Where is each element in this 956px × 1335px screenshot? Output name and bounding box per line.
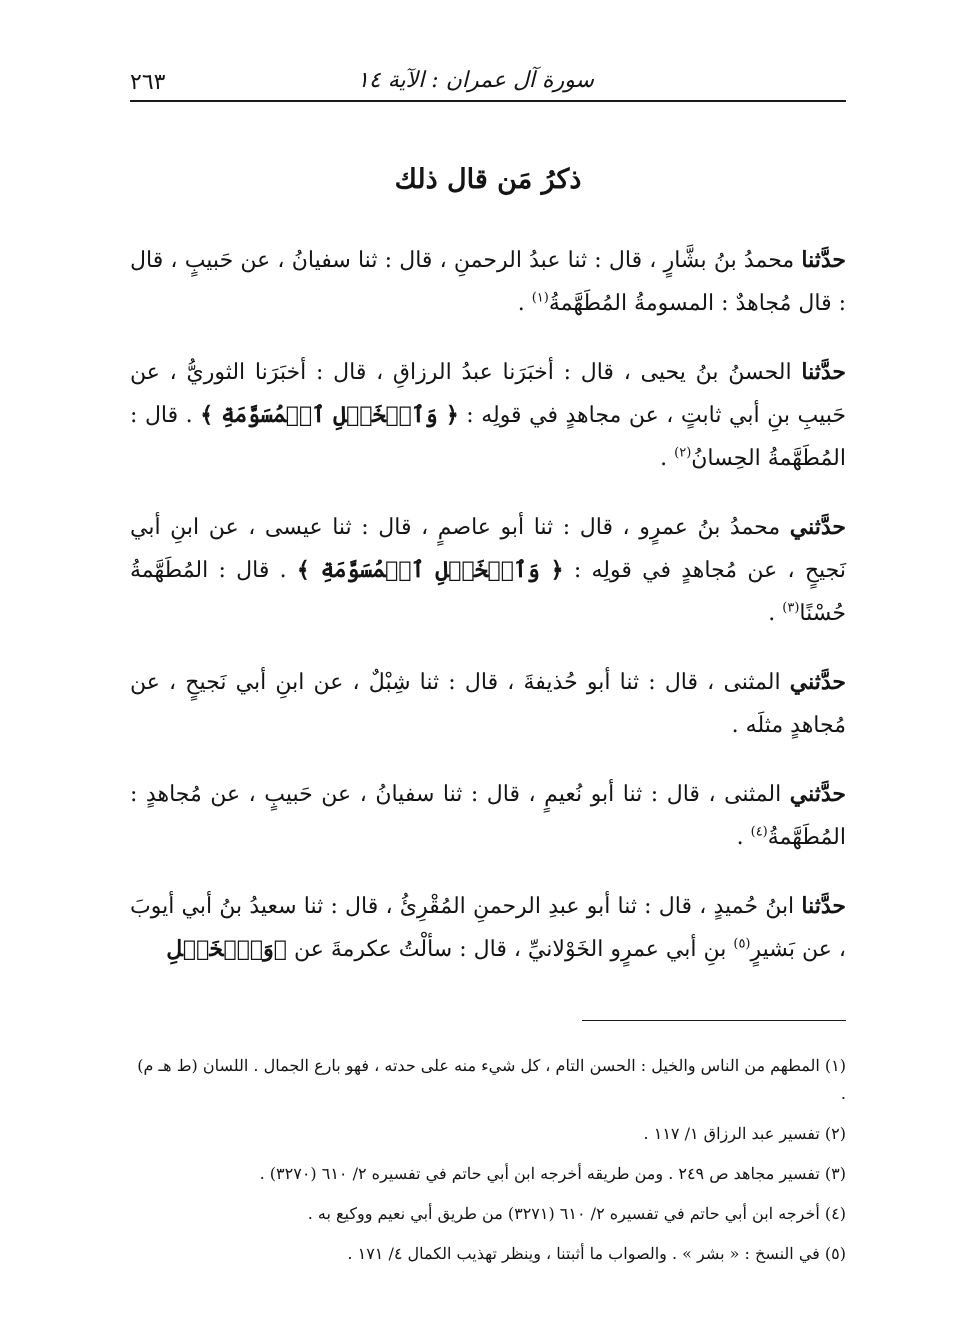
footnote-ref: (١) — [531, 290, 549, 306]
footnote-ref: (٣) — [782, 600, 800, 616]
narration-lead: حدَّثنا — [801, 359, 846, 385]
narration-lead: حدَّثنا — [801, 893, 846, 919]
narration-text: المثنى ، قال : ثنا أبو نُعيمٍ ، قال : ثنا سفيانُ ، عن حَبيبٍ ، عن مُجاهدٍ : المُطَهَّمةُ — [130, 782, 846, 850]
footnote: (١) المطهم من الناس والخيل : الحسن التام ، كل شيء منه على حدته ، فهو بارع الجمال . اللسان (ط هـ م) . — [137, 1056, 846, 1103]
quran-quote: ﴿ وَٱلۡخَيۡلِ ٱلۡمُسَوَّمَةِ ﴾ — [296, 557, 564, 583]
narration-paragraph — [130, 506, 846, 635]
narration-text: محمدُ بنُ بشَّارٍ ، قال : ثنا عبدُ الرحمنِ ، قال : ثنا سفيانُ ، عن حَبيبٍ ، قال : قال مُجاهدٌ : المسومةُ المُطَهَّمةُ — [130, 248, 846, 316]
narration-paragraph — [130, 885, 846, 971]
narration-paragraph — [130, 773, 846, 859]
footnote-ref: (٥) — [733, 936, 751, 952]
narration-end: . — [736, 825, 751, 850]
narration-text: . قال : المُطَهَّمةُ الحِسانُ — [130, 403, 846, 471]
page — [130, 60, 846, 997]
running-title: سورة آل عمران : الآية ١٤ — [357, 68, 594, 93]
quran-quote: ﴿ وَٱلۡخَيۡلِ ٱلۡمُسَوَّمَةِ ﴾ — [200, 402, 459, 428]
running-head — [130, 60, 846, 102]
narration-lead: حدَّثني — [789, 781, 846, 807]
footnote: (٥) في النسخ : « بشر » . والصواب ما أثبتنا ، وينظر تهذيب الكمال ٤/ ١٧١ . — [347, 1244, 846, 1263]
narration-lead: حدَّثني — [789, 514, 846, 540]
narration-text: المثنى ، قال : ثنا أبو حُذيفةَ ، قال : ثنا شِبْلٌ ، عن ابنِ أبي نَجيحٍ ، عن مُجاهدٍ مثلَه . — [130, 670, 846, 738]
narration-end: . — [517, 291, 532, 316]
narration-text: محمدُ بنُ عمرٍو ، قال : ثنا أبو عاصمٍ ، قال : ثنا عيسى ، عن ابنِ أبي نَجيحٍ ، عن مُجاهدٍ في قولِه : — [130, 515, 846, 583]
narration-end: . — [660, 446, 675, 471]
narration-text: ابنُ حُميدٍ ، قال : ثنا أبو عبدِ الرحمنِ المُقْرِئُ ، قال : ثنا سعيدُ بنُ أبي أيوبَ ، عن بَشيرٍ — [130, 894, 846, 962]
narration-paragraph — [130, 351, 846, 480]
page-number: ٢٦٣ — [130, 70, 166, 95]
narration-paragraph — [130, 239, 846, 325]
narration-lead: حدَّثني — [789, 669, 846, 695]
footnote-divider — [582, 1020, 846, 1021]
section-heading: ذكرُ مَن قال ذلك — [394, 164, 582, 195]
footnote: (٤) أخرجه ابن أبي حاتم في تفسيره ٢/ ٦١٠ (٣٢٧١) من طريق أبي نعيم ووكيع به . — [307, 1204, 846, 1223]
narration-text: الحسنُ بنُ يحيى ، قال : أخبَرَنا عبدُ الرزاقِ ، قال : أخبَرَنا الثوريُّ ، عن حَبيبِ بنِ أبي ثابتٍ ، عن مجاهدٍ في قولِه : — [130, 360, 846, 428]
footnote: (٣) تفسير مجاهد ص ٢٤٩ . ومن طريقه أخرجه ابن أبي حاتم في تفسيره ٢/ ٦١٠ (٣٢٧٠) . — [259, 1164, 846, 1183]
narration-text: . قال : المُطَهَّمةُ حُسْنًا — [130, 558, 846, 626]
narration-lead: حدَّثنا — [801, 247, 846, 273]
footnote-ref: (٢) — [674, 445, 692, 461]
narration-paragraph — [130, 661, 846, 747]
quran-quote: ﴿وَٱلۡخَيۡلِ — [166, 936, 287, 962]
narration-end: . — [768, 601, 783, 626]
footnote-ref: (٤) — [750, 824, 768, 840]
narration-text: بنِ أبي عمرٍو الخَوْلانيِّ ، قال : سألْتُ عكرمةَ عن — [286, 937, 734, 962]
footnotes — [130, 1052, 846, 1280]
footnote: (٢) تفسير عبد الرزاق ١/ ١١٧ . — [643, 1124, 846, 1143]
